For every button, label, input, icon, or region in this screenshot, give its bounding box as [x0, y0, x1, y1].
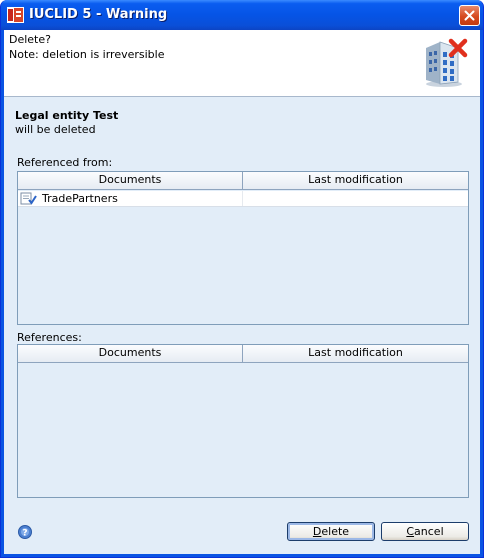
- delete-button[interactable]: [287, 522, 375, 541]
- column-header-last-modification[interactable]: Last modification: [308, 346, 403, 359]
- close-icon: [464, 10, 475, 21]
- document-cell[interactable]: [18, 191, 243, 206]
- window-title: IUCLID 5 - Warning: [29, 7, 168, 22]
- table-header: [18, 345, 468, 363]
- referenced-from-label: Referenced from:: [17, 156, 113, 169]
- document-name: TradePartners: [42, 191, 118, 205]
- entity-subtitle: will be deleted: [15, 123, 96, 136]
- iuclid-app-icon: [7, 7, 24, 23]
- table-header: [18, 172, 468, 190]
- column-header-documents[interactable]: Documents: [18, 345, 243, 362]
- title-bar[interactable]: [1, 0, 484, 30]
- last-modification-cell: [243, 191, 468, 206]
- delete-label: elete: [321, 525, 350, 538]
- cancel-button[interactable]: [381, 522, 469, 541]
- header-note: Note: deletion is irreversible: [9, 48, 165, 61]
- cancel-label: ancel: [414, 525, 444, 538]
- table-row[interactable]: [18, 191, 468, 207]
- close-button[interactable]: [459, 5, 480, 26]
- references-label: References:: [17, 331, 82, 344]
- entity-title: Legal entity Test: [15, 109, 119, 122]
- delete-mnemonic: D: [312, 525, 322, 538]
- dialog-header: [4, 30, 480, 97]
- dialog-client-area: [4, 30, 480, 554]
- references-table[interactable]: [17, 344, 469, 498]
- cancel-mnemonic: C: [406, 525, 415, 538]
- help-icon[interactable]: [18, 525, 32, 539]
- building-delete-icon: [420, 38, 468, 88]
- referenced-from-table[interactable]: [17, 171, 469, 325]
- header-question: Delete?: [9, 33, 51, 46]
- column-header-documents[interactable]: Documents: [18, 172, 243, 189]
- document-check-icon: [20, 192, 38, 205]
- svg-text:?: ?: [22, 528, 28, 539]
- column-header-last-modification[interactable]: Last modification: [308, 173, 403, 186]
